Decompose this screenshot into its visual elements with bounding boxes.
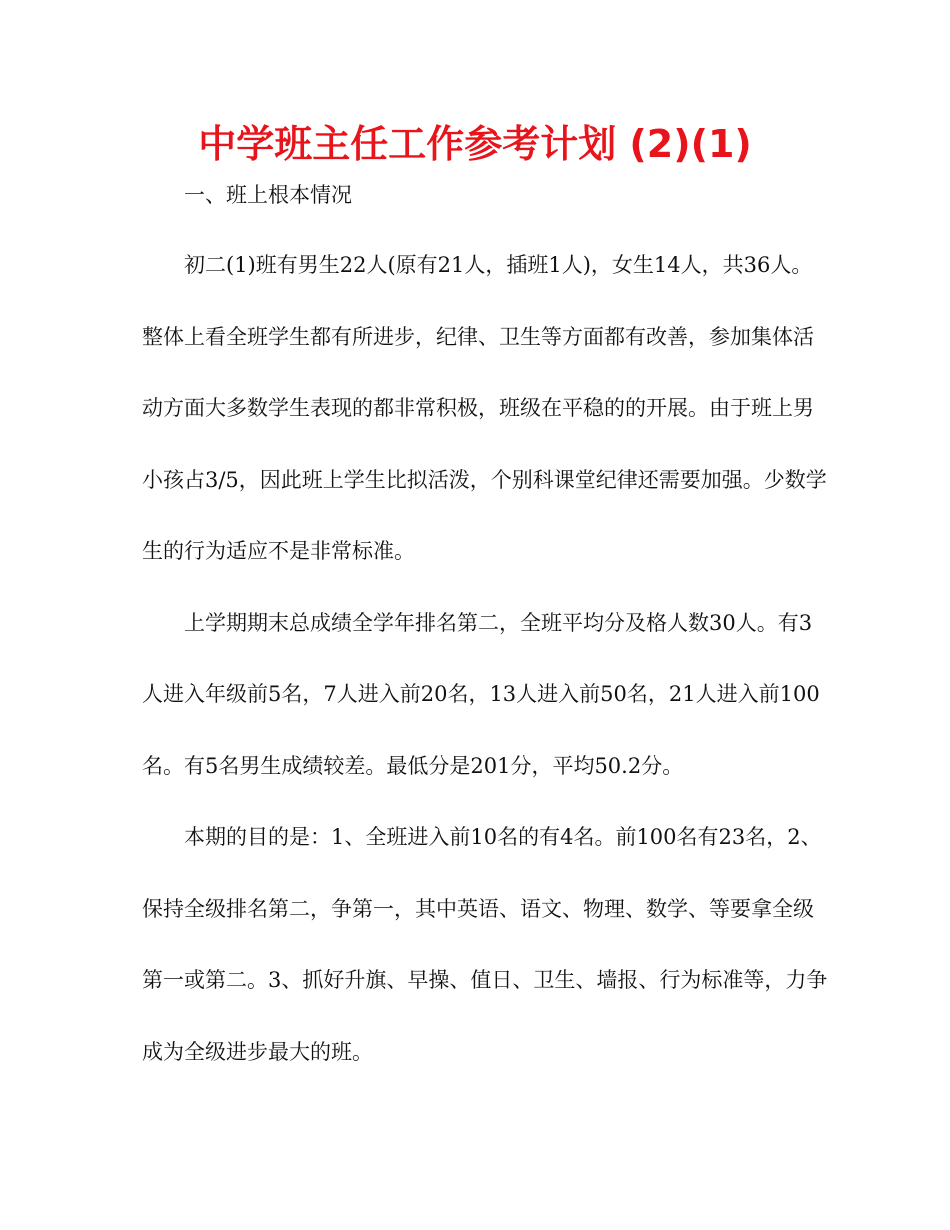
paragraph-term-goals: 本期的目的是：1、全班进入前10名的有4名。前100名有23名，2、保持全级排名第二，争第一，其中英语、语文、物理、数学、等要拿全级第一或第二。3、抓好升旗、早操、值日、卫生、墙报、行为标准等，力争成为全级进步最大的班。 bbox=[142, 825, 828, 1064]
paragraph-exam-results: 上学期期末总成绩全学年排名第二，全班平均分及格人数30人。有3人进入年级前5名，7人进入前20名，13人进入前50名，21人进入前100名。有5名男生成绩较差。最低分是201分，平均50.2分。 bbox=[142, 610, 820, 778]
paragraph-class-overview: 初二(1)班有男生22人(原有21人，插班1人)，女生14人，共36人。整体上看全班学生都有所进步，纪律、卫生等方面都有改善，参加集体活动方面大多数学生表现的都非常积极，班级在平稳的的开展。由于班上男小孩占3/5，因此班上学生比拟活泼，个别科课堂纪律还需要加强。少数学生的行为适应不是非常标准。 bbox=[142, 253, 827, 563]
document-body bbox=[142, 170, 832, 1088]
spacer bbox=[142, 220, 832, 230]
section-heading: 一、班上根本情况 bbox=[184, 183, 352, 207]
page-title: 中学班主任工作参考计划 (2)(1) bbox=[198, 122, 752, 166]
